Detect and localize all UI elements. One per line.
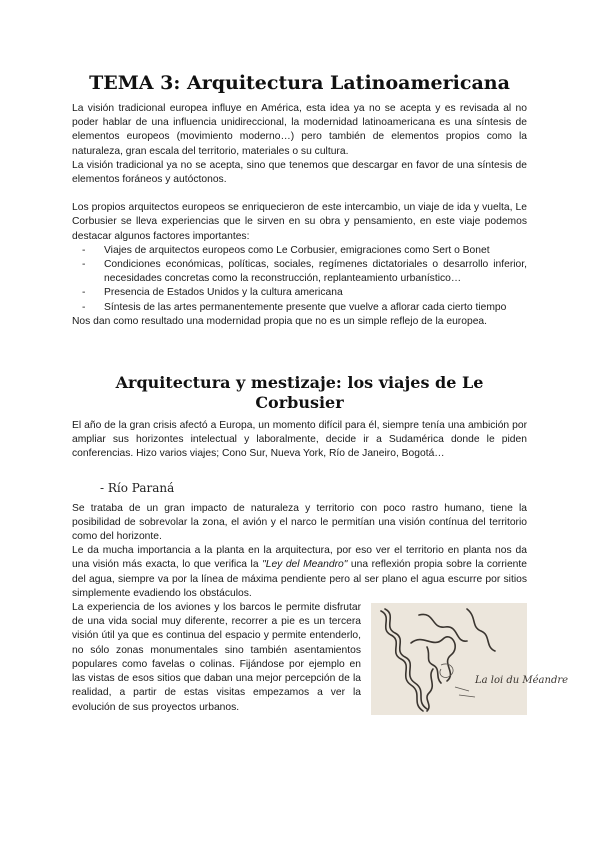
list-item: - Condiciones económicas, políticas, sociales, regímenes dictatoriales o desarrollo inferior, necesidades concretas como la reconstrucción, replanteamiento urbanístico… xyxy=(104,258,527,286)
subsection-paragraph-1: Se trataba de un gran impacto de naturaleza y territorio con poco rastro humano, tiene la posibilidad de sobrevolar la zona, el avión y el narco le permitían una visión contínua del territorio como del horizonte. xyxy=(72,502,527,543)
intro-paragraph-4: Nos dan como resultado una modernidad propia que no es un simple reflejo de la europea. xyxy=(72,315,488,327)
subsection-heading: - Río Paraná xyxy=(100,480,175,495)
list-item: - Síntesis de las artes permanentemente presente que vuelve a aflorar cada cierto tiempo xyxy=(104,301,527,315)
page-title: TEMA 3: Arquitectura Latinoamericana xyxy=(89,72,510,94)
spacer xyxy=(72,462,527,480)
document-body xyxy=(72,72,569,719)
sketch-caption: La loi du Méandre xyxy=(475,675,569,687)
text-span: Le da mucha importancia a la planta en la arquitectura, por eso ver el territorio en planta nos da una visión más exacta, lo que verifica la xyxy=(72,545,527,571)
meander-sketch-image xyxy=(371,603,569,715)
intro-paragraph-3: Los propios arquitectos europeos se enriquecieron de este intercambio, un viaje de ida y vuelta, Le Corbusier se lleva experiencias que le sirven en su obra y pensamiento, en este viaje podemos destacar algunos factores importantes: xyxy=(72,202,527,242)
section-heading: Arquitectura y mestizaje: los viajes de Le Corbusier xyxy=(115,373,484,413)
spacer xyxy=(72,187,527,201)
spacer xyxy=(72,329,527,373)
list-item: - Viajes de arquitectos europeos como Le Corbusier, emigraciones como Sert o Bonet xyxy=(104,244,527,258)
intro-paragraph-1: La visión tradicional europea influye en América, esta idea ya no se acepta y es revisada al no poder hablar de una influencia unidireccional, la modernidad latinoamericana es una síntesis de elementos europeos (movimiento moderno…) pero también de elementos propios como la naturaleza, gran escala del territorio, materiales o su cultura. xyxy=(72,103,527,157)
factors-list xyxy=(72,244,527,315)
text-span: una reflexión propia sobre la corriente del agua, siempre va por la línea de máxima pendiente pero al ser plano el agua escurre por sitios simplemente evadiendo los obstáculos. xyxy=(72,559,527,599)
subsection-paragraph-2 xyxy=(72,544,527,601)
subsection-paragraph-3: La experiencia de los aviones y los barcos le permite disfrutar de una vida social muy diferente, recorrer a pie es un tercera visión útil ya que es continua del espacio y permite entenderlo, no sólo zonas monumentales sino también asentamientos populares como favelas o colinas. Fijándose por ejemplo en las vistas de esos sitios que daban una mejor percepción de la realidad, a partir de estas visitas empezamos a ver la evolución de sus proyectos urbanos. xyxy=(72,602,361,713)
list-item: - Presencia de Estados Unidos y la cultura americana xyxy=(104,286,527,300)
section-paragraph: El año de la gran crisis afectó a Europa, un momento difícil para él, siempre tenía una ambición por ampliar sus horizontes intelectual y laboralmente, decide ir a Sudamérica donde le piden conferencias. Hizo varios viajes; Cono Sur, Nueva York, Río de Janeiro, Bogotá… xyxy=(72,420,527,460)
intro-paragraph-2: La visión tradicional ya no se acepta, sino que tenemos que descargar en favor de una síntesis de elementos foráneos y autóctonos. xyxy=(72,159,527,186)
meander-law-reference: "Ley del Meandro" xyxy=(262,559,348,571)
meander-sketch-drawing xyxy=(371,603,569,715)
